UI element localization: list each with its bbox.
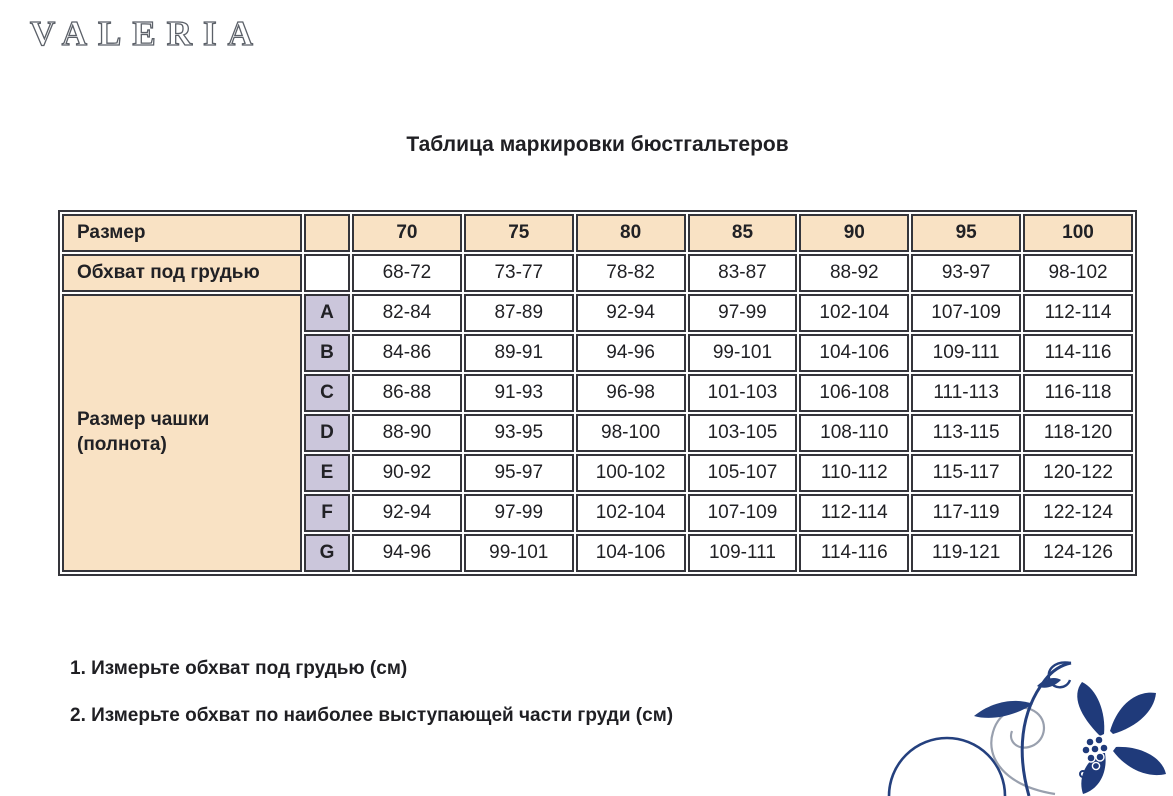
bust-range-cell: 104-106 <box>799 334 909 372</box>
bust-range-cell: 111-113 <box>911 374 1021 412</box>
cup-letter-cell: G <box>304 534 350 572</box>
cup-size-label-line1: Размер чашки <box>77 409 210 431</box>
bust-range-cell: 113-115 <box>911 414 1021 452</box>
cup-size-label <box>62 294 302 572</box>
cup-letter-cell: D <box>304 414 350 452</box>
bust-range-cell: 104-106 <box>576 534 686 572</box>
bust-range-cell: 100-102 <box>576 454 686 492</box>
bust-range-cell: 119-121 <box>911 534 1021 572</box>
bust-range-cell: 99-101 <box>464 534 574 572</box>
bust-range-cell: 102-104 <box>799 294 909 332</box>
bust-range-cell: 108-110 <box>799 414 909 452</box>
bust-range-cell: 82-84 <box>352 294 462 332</box>
band-size-header-cell: 70 <box>352 214 462 252</box>
bust-range-cell: 109-111 <box>911 334 1021 372</box>
bust-range-cell: 118-120 <box>1023 414 1133 452</box>
bust-range-cell: 102-104 <box>576 494 686 532</box>
instruction-line: 2. Измерьте обхват по наиболее выступающей части груди (см) <box>70 705 674 726</box>
bust-range-cell: 112-114 <box>1023 294 1133 332</box>
bust-range-cell: 92-94 <box>352 494 462 532</box>
underbust-range-cell: 98-102 <box>1023 254 1133 292</box>
cup-letter-cell: E <box>304 454 350 492</box>
band-size-header-cell: 75 <box>464 214 574 252</box>
bust-range-cell: 107-109 <box>911 294 1021 332</box>
bust-range-cell: 105-107 <box>688 454 798 492</box>
underbust-range-cell: 88-92 <box>799 254 909 292</box>
cup-letter-cell: B <box>304 334 350 372</box>
bust-range-cell: 109-111 <box>688 534 798 572</box>
instruction-line: 1. Измерьте обхват под грудью (см) <box>70 658 408 679</box>
cup-letter-cell: A <box>304 294 350 332</box>
bust-range-cell: 91-93 <box>464 374 574 412</box>
bust-range-cell: 88-90 <box>352 414 462 452</box>
bust-range-cell: 93-95 <box>464 414 574 452</box>
size-row-label: Размер <box>62 214 302 252</box>
cup-letter-cell: C <box>304 374 350 412</box>
bust-range-cell: 87-89 <box>464 294 574 332</box>
underbust-row-label: Обхват под грудью <box>62 254 302 292</box>
bust-range-cell: 86-88 <box>352 374 462 412</box>
bust-range-cell: 103-105 <box>688 414 798 452</box>
bust-range-cell: 124-126 <box>1023 534 1133 572</box>
underbust-range-cell: 68-72 <box>352 254 462 292</box>
bust-range-cell: 120-122 <box>1023 454 1133 492</box>
bust-range-cell: 117-119 <box>911 494 1021 532</box>
band-size-header-cell: 80 <box>576 214 686 252</box>
underbust-row <box>62 254 1133 292</box>
bust-range-cell: 99-101 <box>688 334 798 372</box>
bust-range-cell: 114-116 <box>1023 334 1133 372</box>
band-size-header-cell: 100 <box>1023 214 1133 252</box>
bust-range-cell: 92-94 <box>576 294 686 332</box>
cup-letter-cell: F <box>304 494 350 532</box>
measurement-instructions <box>70 658 673 752</box>
bust-range-cell: 110-112 <box>799 454 909 492</box>
bust-range-cell: 89-91 <box>464 334 574 372</box>
bust-range-cell: 97-99 <box>464 494 574 532</box>
bra-size-table <box>58 210 1137 576</box>
bust-range-cell: 90-92 <box>352 454 462 492</box>
bust-range-cell: 94-96 <box>352 534 462 572</box>
band-size-header-cell: 90 <box>799 214 909 252</box>
underbust-range-cell: 73-77 <box>464 254 574 292</box>
floral-ornament <box>877 654 1173 796</box>
bust-range-cell: 107-109 <box>688 494 798 532</box>
bust-range-cell: 94-96 <box>576 334 686 372</box>
size-header-row <box>62 214 1133 252</box>
bust-range-cell: 101-103 <box>688 374 798 412</box>
underbust-range-cell: 78-82 <box>576 254 686 292</box>
bust-range-cell: 106-108 <box>799 374 909 412</box>
cup-row <box>62 294 1133 332</box>
corner-cell-bottom <box>304 254 350 292</box>
bust-range-cell: 115-117 <box>911 454 1021 492</box>
bust-range-cell: 112-114 <box>799 494 909 532</box>
corner-cell-top <box>304 214 350 252</box>
underbust-range-cell: 93-97 <box>911 254 1021 292</box>
cup-size-label-line2: (полнота) <box>77 434 167 455</box>
brand-logo: VALERIA <box>30 14 264 53</box>
band-size-header-cell: 95 <box>911 214 1021 252</box>
underbust-range-cell: 83-87 <box>688 254 798 292</box>
bust-range-cell: 116-118 <box>1023 374 1133 412</box>
bust-range-cell: 96-98 <box>576 374 686 412</box>
bust-range-cell: 84-86 <box>352 334 462 372</box>
bust-range-cell: 97-99 <box>688 294 798 332</box>
bust-range-cell: 122-124 <box>1023 494 1133 532</box>
bust-range-cell: 98-100 <box>576 414 686 452</box>
bust-range-cell: 114-116 <box>799 534 909 572</box>
band-size-header-cell: 85 <box>688 214 798 252</box>
bust-range-cell: 95-97 <box>464 454 574 492</box>
page-title: Таблица маркировки бюстгальтеров <box>406 133 789 156</box>
